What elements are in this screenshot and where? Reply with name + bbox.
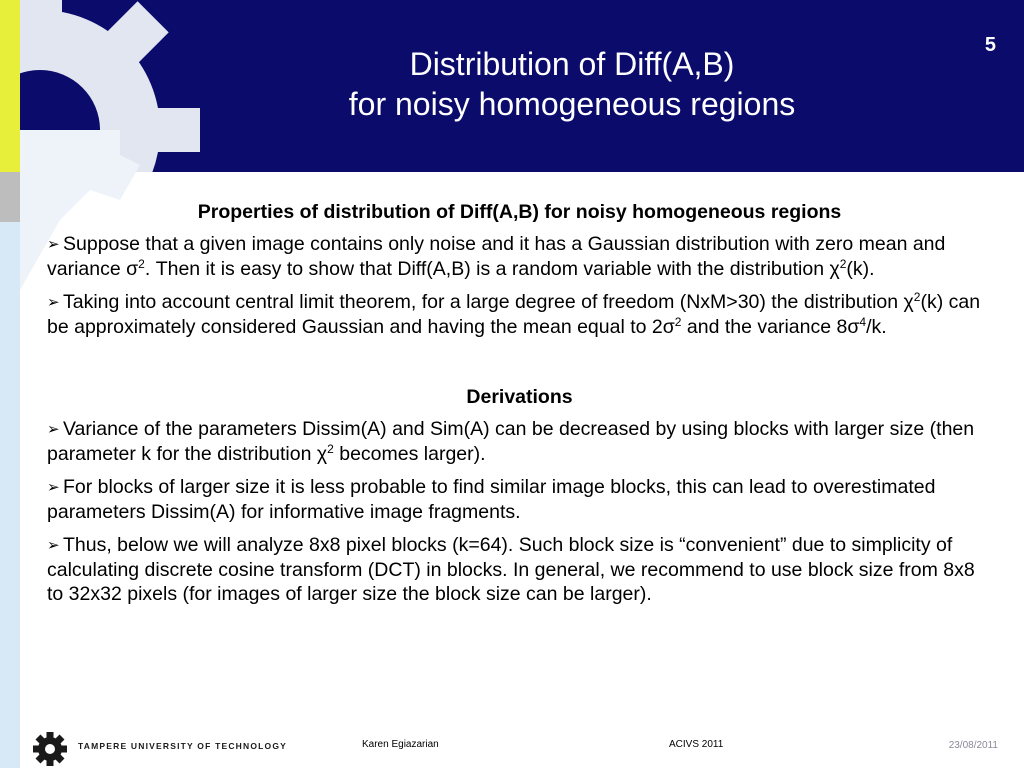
arrowhead-bullet-icon: ➢ — [47, 236, 60, 253]
slide-title — [40, 44, 1024, 124]
gear-logo-icon — [32, 731, 68, 767]
page-number: 5 — [984, 34, 996, 56]
title-line-2: for noisy homogeneous regions — [348, 86, 796, 122]
arrowhead-bullet-icon: ➢ — [47, 479, 60, 496]
arrowhead-bullet-icon: ➢ — [47, 294, 60, 311]
footer-author: Karen Egiazarian — [362, 739, 439, 750]
section-heading-derivations: Derivations — [466, 386, 573, 408]
footer-date: 23/08/2011 — [948, 740, 998, 751]
footer-conference: ACIVS 2011 — [669, 739, 724, 750]
slide-footer — [0, 725, 1024, 768]
slide-content — [47, 200, 992, 615]
bullet-item: ➢ Variance of the parameters Dissim(A) and Sim(A) can be decreased by using blocks with larger size (then parameter k for the distribution $\chi^2$ becomes larger). — [47, 418, 975, 465]
bullet-item: ➢ Taking into account central limit theorem, for a large degree of freedom (NxM>30) the distribution $\chi^2(k)$ can be approximately considered Gaussian and having the mean equal to $2\sigma^2$ and the variance $8\sigma^4/k$. — [47, 290, 981, 338]
arrowhead-bullet-icon: ➢ — [47, 537, 60, 554]
bullet-item: ➢ For blocks of larger size it is less probable to find similar image blocks, this can lead to overestimated parameters Dissim(A) for informative image fragments. — [47, 476, 936, 523]
section-heading-properties: Properties of distribution of Diff(A,B) for noisy homogeneous regions — [197, 201, 842, 223]
title-line-1: Distribution of Diff(A,B) — [409, 46, 735, 82]
slide-header — [20, 0, 1024, 172]
university-name: TAMPERE UNIVERSITY OF TECHNOLOGY — [78, 741, 288, 751]
bullet-item: ➢ Suppose that a given image contains only noise and it has a Gaussian distribution with zero mean and variance $\sigma^2$. Then it is easy to show that Diff(A,B) is a random variable with the distribution $\chi^2(k)$. — [47, 233, 946, 280]
bullet-item: ➢ Thus, below we will analyze 8x8 pixel blocks (k=64). Such block size is “convenient” due to simplicity of calculating discrete cosine transform (DCT) in blocks. In general, we recommend to use block size from 8x8 to 32x32 pixels (for images of larger size the block size can be larger). — [47, 534, 975, 605]
accent-strip-blue — [0, 222, 20, 768]
arrowhead-bullet-icon: ➢ — [47, 421, 60, 438]
